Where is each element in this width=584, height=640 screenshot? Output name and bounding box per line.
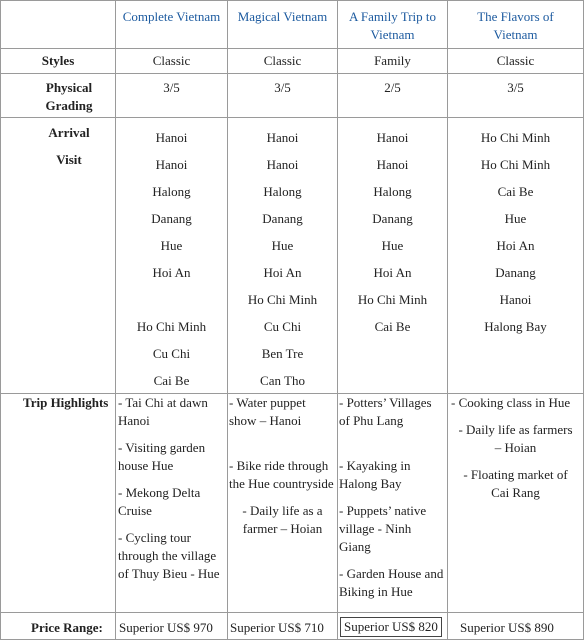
tour-header-complete-vietnam <box>116 8 227 26</box>
highlight-line: Hanoi <box>118 413 150 428</box>
itinerary-stop: Hue <box>504 211 527 226</box>
tour-header-flavors-of-vietnam <box>448 8 583 44</box>
itinerary-stop: Cai Be <box>374 319 411 334</box>
highlight-line: - Daily life as a <box>242 503 323 518</box>
tour-header-line: Vietnam <box>493 27 538 42</box>
itinerary-col-flavors-of-vietnam <box>448 124 583 340</box>
highlight-line: - Bike ride through <box>229 458 329 473</box>
highlight-line: - Floating market of <box>463 467 568 482</box>
itinerary-stop: Halong <box>152 184 191 199</box>
itinerary-stop: Hoi An <box>152 265 191 280</box>
itinerary-stop: Hanoi <box>155 130 188 145</box>
highlight-line: - Tai Chi at dawn <box>118 395 208 410</box>
row-label-line: Grading <box>45 98 93 113</box>
highlight-item <box>229 457 334 493</box>
tour-header-line: The Flavors of <box>477 9 554 24</box>
itinerary-stop: Hanoi <box>499 292 532 307</box>
itinerary-stop <box>116 286 227 313</box>
highlight-line: - Potters’ Villages <box>339 395 432 410</box>
highlight-line: - Cycling tour <box>118 530 191 545</box>
highlight-item <box>118 439 205 475</box>
highlight-line: Biking in Hue <box>339 584 413 599</box>
row-label-visit: Visit <box>56 152 82 167</box>
grading-cell: 2/5 <box>384 80 401 95</box>
itinerary-stop: Cu Chi <box>152 346 191 361</box>
itinerary-stop: Cai Be <box>153 373 190 388</box>
itinerary-stop: Hanoi <box>376 157 409 172</box>
highlight-line: - Daily life as farmers <box>458 422 573 437</box>
row-label-trip-highlights: Trip Highlights <box>23 395 109 410</box>
itinerary-stop: Hoi An <box>373 265 412 280</box>
highlight-item <box>339 502 426 556</box>
highlight-line: - Mekong Delta <box>118 485 201 500</box>
highlight-line: through the village <box>118 548 217 563</box>
row-label-price-range: Price Range: <box>31 620 103 635</box>
price-cell-text: Superior US$ 820 <box>344 619 438 634</box>
itinerary-stop: Ho Chi Minh <box>357 292 428 307</box>
price-cell: Superior US$ 970 <box>119 620 213 635</box>
highlight-item <box>339 457 410 493</box>
itinerary-stop: Ho Chi Minh <box>136 319 207 334</box>
itinerary-stop: Ho Chi Minh <box>480 130 551 145</box>
grading-cell: 3/5 <box>274 80 291 95</box>
style-cell: Classic <box>263 53 302 68</box>
row-divider <box>0 117 584 118</box>
highlight-item <box>228 502 337 538</box>
tour-header-line: Vietnam <box>370 27 415 42</box>
tour-header-family-trip <box>338 8 447 44</box>
itinerary-stop: Danang <box>372 211 413 226</box>
itinerary-col-family-trip <box>338 124 447 340</box>
highlight-line: of Thuy Bieu - Hue <box>118 566 220 581</box>
itinerary-stop: Can Tho <box>260 373 305 388</box>
itinerary-stop: Hue <box>381 238 404 253</box>
itinerary-stop: Danang <box>495 265 536 280</box>
highlight-item <box>229 394 306 430</box>
itinerary-stop: Hue <box>160 238 183 253</box>
itinerary-stop: Hanoi <box>376 130 409 145</box>
highlight-line: - Visiting garden <box>118 440 206 455</box>
highlight-item <box>118 484 200 520</box>
highlight-item <box>339 565 443 601</box>
highlight-item <box>118 394 208 430</box>
highlight-line: - Kayaking in <box>339 458 411 473</box>
row-divider <box>0 0 584 1</box>
itinerary-stop: Hanoi <box>266 157 299 172</box>
itinerary-stop: Hanoi <box>266 130 299 145</box>
itinerary-stop: Hoi An <box>263 265 302 280</box>
highlight-line: - Water puppet <box>229 395 306 410</box>
grading-cell: 3/5 <box>163 80 180 95</box>
itinerary-col-complete-vietnam <box>116 124 227 394</box>
row-label-line: Physical <box>45 80 93 95</box>
row-label-arrival: Arrival <box>48 125 90 140</box>
itinerary-stop: Hanoi <box>155 157 188 172</box>
itinerary-stop: Halong <box>263 184 302 199</box>
itinerary-stop: Hoi An <box>496 238 535 253</box>
tour-header-line: Magical Vietnam <box>237 9 328 24</box>
highlight-item <box>448 466 583 502</box>
row-divider <box>0 48 584 49</box>
highlight-line: show – Hanoi <box>229 413 302 428</box>
highlight-line: village - Ninh <box>339 521 412 536</box>
itinerary-stop: Halong <box>373 184 412 199</box>
itinerary-stop: Cai Be <box>497 184 534 199</box>
itinerary-stop: Danang <box>151 211 192 226</box>
itinerary-stop: Ben Tre <box>261 346 304 361</box>
grading-cell: 3/5 <box>507 80 524 95</box>
tour-header-line: A Family Trip to <box>348 9 437 24</box>
highlight-item <box>118 529 220 583</box>
highlight-item <box>339 394 432 430</box>
highlight-item <box>451 394 570 412</box>
highlight-line: farmer – Hoian <box>242 521 323 536</box>
highlight-line: - Cooking class in Hue <box>451 395 571 410</box>
highlight-line: Halong Bay <box>339 476 402 491</box>
itinerary-stop: Cu Chi <box>263 319 302 334</box>
highlight-line: house Hue <box>118 458 174 473</box>
itinerary-stop: Halong Bay <box>484 319 547 334</box>
row-divider <box>0 73 584 74</box>
highlight-line: - Garden House and <box>339 566 444 581</box>
row-label-styles: Styles <box>41 53 75 68</box>
highlight-line: the Hue countryside <box>229 476 334 491</box>
style-cell: Family <box>374 53 411 68</box>
row-divider <box>0 612 584 613</box>
highlight-line: Cai Rang <box>491 485 540 500</box>
highlight-line: Cruise <box>118 503 152 518</box>
itinerary-col-magical-vietnam <box>228 124 337 394</box>
tour-header-line: Complete Vietnam <box>122 9 221 24</box>
style-cell: Classic <box>152 53 191 68</box>
price-cell: Superior US$ 890 <box>460 620 554 635</box>
itinerary-stop: Ho Chi Minh <box>247 292 318 307</box>
highlight-line: – Hoian <box>494 440 537 455</box>
price-cell <box>340 617 442 637</box>
highlight-line: Giang <box>339 539 371 554</box>
itinerary-stop: Danang <box>262 211 303 226</box>
highlight-line: - Puppets’ native <box>339 503 427 518</box>
itinerary-stop: Hue <box>271 238 294 253</box>
itinerary-stop: Ho Chi Minh <box>480 157 551 172</box>
style-cell: Classic <box>496 53 535 68</box>
highlight-item <box>448 421 583 457</box>
highlight-line: of Phu Lang <box>339 413 404 428</box>
tour-header-magical-vietnam <box>228 8 337 26</box>
price-cell: Superior US$ 710 <box>230 620 324 635</box>
